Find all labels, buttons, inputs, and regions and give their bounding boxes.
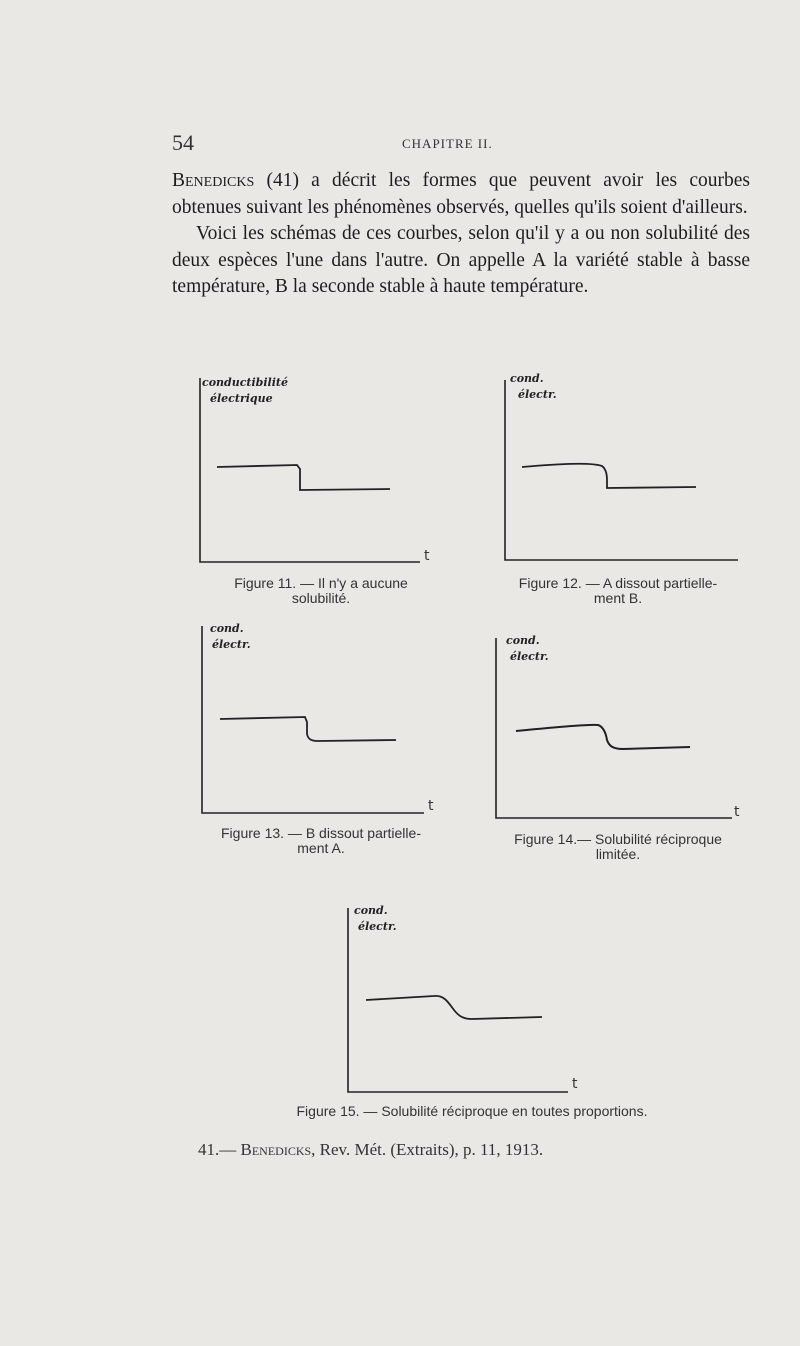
figure-11-ylabel-2: électrique: [210, 392, 273, 405]
figure-13-caption-line-2: ment A.: [297, 840, 345, 856]
figure-14-ylabel-2: électr.: [510, 650, 549, 663]
figure-12-caption-line-1: Figure 12. — A dissout partielle-: [518, 575, 718, 591]
figure-14-ylabel-1: cond.: [506, 634, 540, 647]
paragraph-2: Voici les schémas de ces courbes, selon qu'il y a ou non solubilité des deux espèces l'une dans l'autre. On appelle A la variété stable à basse température, B la seconde stable à haute température.: [172, 223, 750, 297]
paragraph-1: [172, 168, 750, 221]
figure-11-axes: [200, 378, 420, 562]
figure-15: [232, 898, 712, 1123]
figure-11: [190, 370, 460, 615]
figure-15-curve: [366, 996, 542, 1019]
footnote-author: Benedicks: [240, 1140, 312, 1159]
figure-13-caption-line-1: Figure 13. — B dissout partielle-: [221, 825, 421, 841]
figure-13-ylabel-2: électr.: [212, 638, 251, 651]
figure-13-caption: [176, 826, 466, 856]
figure-12-axes: [505, 380, 738, 560]
figure-15-ylabel-1: cond.: [354, 904, 388, 917]
figure-14-axes: [496, 638, 732, 818]
page-number: 54: [172, 130, 194, 155]
figure-13-xlabel: t: [428, 798, 434, 814]
footnote-number: 41.—: [198, 1140, 237, 1159]
figure-15-ylabel-2: électr.: [358, 920, 397, 933]
author-name: Benedicks: [172, 170, 255, 191]
figure-14-caption-line-1: Figure 14.— Solubilité réciproque: [514, 831, 722, 847]
figure-13-curve: [220, 717, 396, 741]
figure-14-caption: [478, 832, 758, 862]
figure-12-ylabel-2: électr.: [518, 388, 557, 401]
page-header: [172, 130, 748, 154]
figure-15-caption-line-1: Figure 15. — Solubilité réciproque en toutes proportions.: [296, 1103, 648, 1119]
paragraph-1-text: a décrit les formes que peuvent avoir les courbes obtenues suivant les phénomènes observés, quelles qu'ils soient d'ailleurs.: [172, 170, 751, 218]
footnote-text: , Rev. Mét. (Extraits), p. 11, 1913.: [311, 1140, 544, 1159]
figure-11-curve: [217, 465, 390, 490]
chapter-title: CHAPITRE II.: [402, 136, 493, 151]
figure-15-xlabel: t: [572, 1076, 578, 1092]
figure-12: [478, 370, 758, 615]
figure-13-ylabel-1: cond.: [210, 622, 244, 635]
figure-12-caption: [478, 576, 758, 606]
figure-12-curve: [522, 464, 696, 488]
reference-number: (41): [266, 170, 299, 191]
figure-13: [176, 618, 466, 868]
figure-11-xlabel: t: [424, 548, 430, 564]
footnote: [198, 1140, 758, 1160]
figure-12-ylabel-1: cond.: [510, 372, 544, 385]
figure-14-xlabel: t: [734, 804, 740, 820]
figure-14: [478, 628, 758, 868]
figure-14-caption-line-2: limitée.: [595, 846, 641, 862]
figure-15-plot: [232, 898, 712, 1098]
figure-11-caption-line-1: Figure 11. — Il n'y a aucune: [234, 575, 408, 591]
figure-11-ylabel-1: conductibilité: [202, 376, 288, 389]
figure-11-caption-line-2: solubilité.: [291, 590, 351, 606]
figure-12-caption-line-2: ment B.: [593, 590, 643, 606]
figure-14-curve: [516, 725, 690, 749]
figure-15-caption: [232, 1104, 712, 1119]
body-text: [172, 168, 750, 301]
figure-11-caption: [190, 576, 452, 606]
